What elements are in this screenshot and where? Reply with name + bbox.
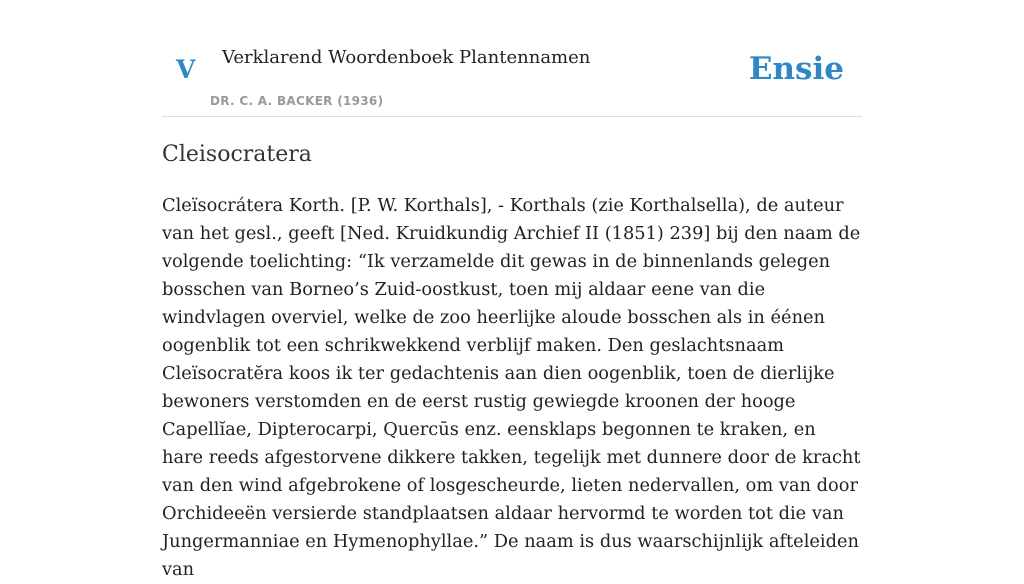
entry-body: Cleïsocrátera Korth. [P. W. Korthals], - Korthals (zie Korthalsella), de auteur van het gesl., geeft [Ned. Kruidkundig Archief II (1851) 239] bij den naam de volgende toelichting: “Ik verzamelde dit gewas in de binnenlands gelegen bosschen van Borneo’s Zuid-oostkust, toen mij aldaar eene van die windvlagen overviel, welke de zoo heerlijke aloude bosschen als in éénen oogenblik tot een schrikwekkend verblijf maken. Den geslachtsnaam Cleïsocratĕra koos ik ter gedachtenis aan dien oogenblik, toen de dierlijke bewoners verstomden en de eerst rustig gewiegde kroonen der hooge Capellĭae, Dipterocarpi, Quercūs enz. eensklaps begonnen te kraken, en hare reeds afgestorvene dikkere takken, tegelijk met dunnere door de kracht van den wind afgebrokene of losgescheurde, lieten nedervallen, om van door Orchideeën versierde standplaatsen aldaar hervormd te worden tot die van Jungermanniae en Hymenophyllae.” De naam is dus waarschijnlijk afteleiden van xyxy=(162,195,861,580)
book-title[interactable]: Verklarend Woordenboek Plantennamen xyxy=(222,47,591,68)
book-author: DR. C. A. BACKER (1936) xyxy=(210,94,384,108)
letter-index[interactable]: V xyxy=(176,55,196,84)
brand-logo[interactable]: Ensie xyxy=(748,51,844,87)
header xyxy=(162,0,862,117)
page xyxy=(162,0,862,580)
entry-title: Cleisocratera xyxy=(162,142,312,167)
